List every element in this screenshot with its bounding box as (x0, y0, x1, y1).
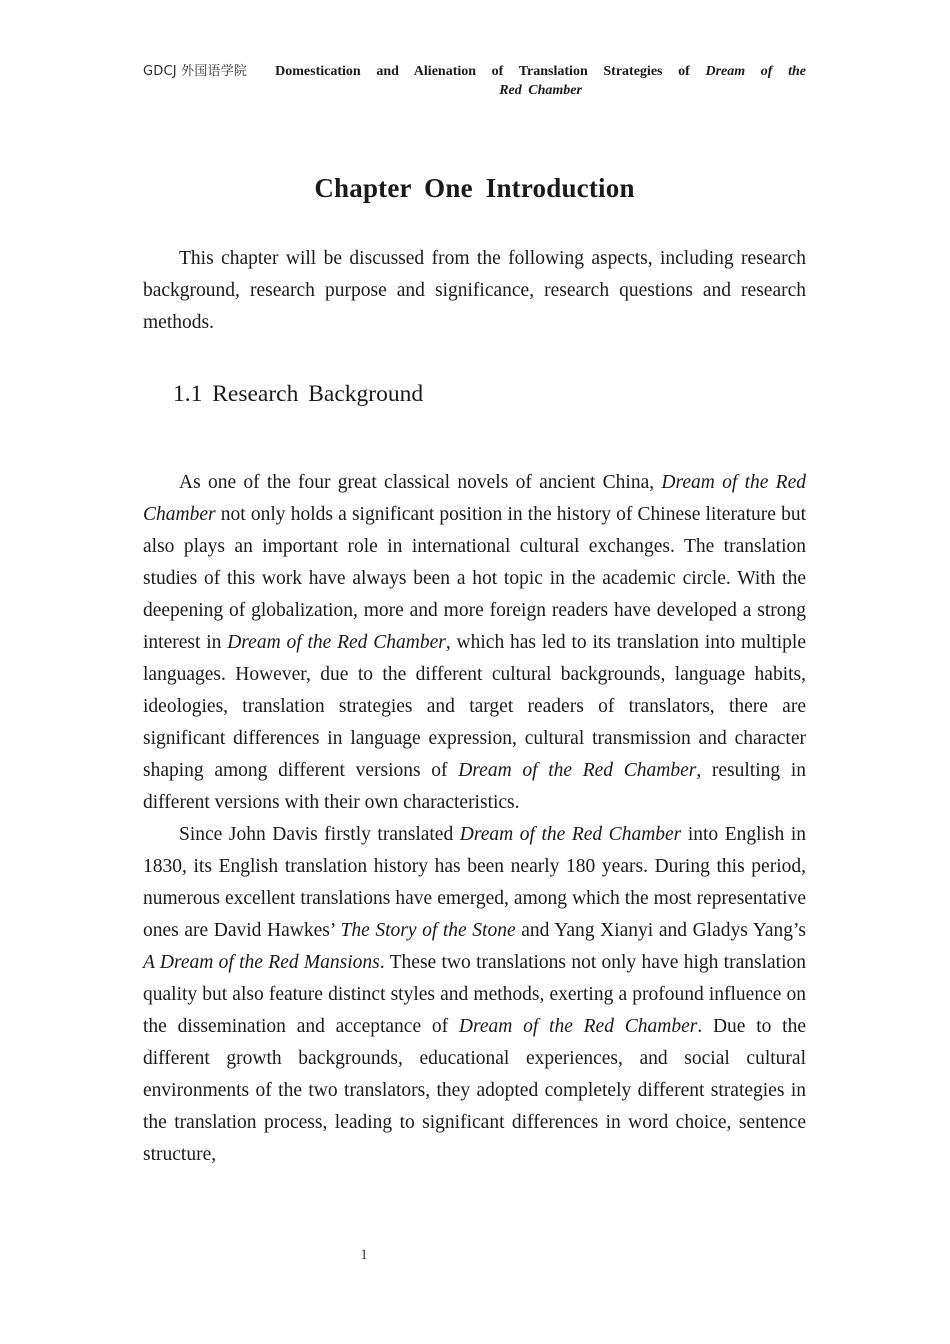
para-research-background-1 (143, 467, 806, 819)
italic-work-title: Dream of the Red Chamber (459, 824, 682, 845)
header-title-plain-text: Domestication and Alienation of Translation Strategies of (275, 64, 706, 79)
body-text-run: , which has led to its translation into multiple languages. However, due to the different cultural backgrounds, language habits, ideologies, translation strategies and target readers of translators, there are significant differences in language expression, cultural transmission and character shaping among different versions of (143, 632, 806, 781)
body-text-run: Since John Davis firstly translated (179, 824, 460, 845)
body-text-run: into English in 1830, its English translation history has been nearly 180 years. During this period, numerous excellent translations have emerged, among which the most representative ones are David Hawkes’ (143, 824, 807, 941)
italic-work-title: The Story of the Stone (340, 920, 516, 941)
italic-work-title: Dream of the Red Chamber (227, 632, 446, 653)
page-number: 1 (360, 1247, 368, 1263)
document-body (143, 243, 806, 1171)
header-title-italic-text: Dream of the (705, 64, 807, 79)
rich-paragraph-container (143, 467, 806, 1171)
running-header (143, 62, 806, 100)
body-text-run: , resulting in different versions with their own characteristics. (143, 760, 806, 813)
section-heading-research-background: 1.1 Research Background (173, 381, 424, 407)
body-text-run: . Due to the different growth backgrounds, educational experiences, and social cultural environments of the two translators, they adopted completely different strategies in the translation process, leading to significant differences in word choice, sentence structure, (143, 1016, 806, 1165)
header-title-line-1 (275, 62, 806, 81)
italic-work-title: Dream of the Red Chamber (458, 1016, 698, 1037)
header-organization-label: GDCJ 外国语学院 (143, 64, 248, 79)
intro-paragraph: This chapter will be discussed from the following aspects, including research background, research purpose and significance, research questions and research methods. (143, 248, 806, 333)
body-text-run: As one of the four great classical novels of ancient China, (179, 472, 662, 493)
header-title-line-2: Red Chamber (499, 83, 582, 98)
spacer-below-intro (143, 339, 806, 379)
spacer-below-section-heading (143, 409, 806, 467)
italic-work-title: A Dream of the Red Mansions (143, 952, 380, 973)
header-document-title (275, 62, 806, 100)
chapter-title: Chapter One Introduction (314, 173, 635, 204)
body-text-run: not only holds a significant position in the history of Chinese literature but also plays an important role in international cultural exchanges. The translation studies of this work have always been a hot topic in the academic circle. With the deepening of globalization, more and more foreign readers have developed a strong interest in (143, 504, 806, 653)
para-research-background-2 (143, 819, 806, 1171)
italic-work-title: Dream of the Red Chamber (458, 760, 697, 781)
italic-work-title: Dream of the Red Chamber (143, 472, 806, 525)
body-text-run: . These two translations not only have high translation quality but also feature distinct styles and methods, exerting a profound influence on the dissemination and acceptance of (143, 952, 806, 1037)
body-text-run: and Yang Xianyi and Gladys Yang’s (515, 920, 806, 941)
